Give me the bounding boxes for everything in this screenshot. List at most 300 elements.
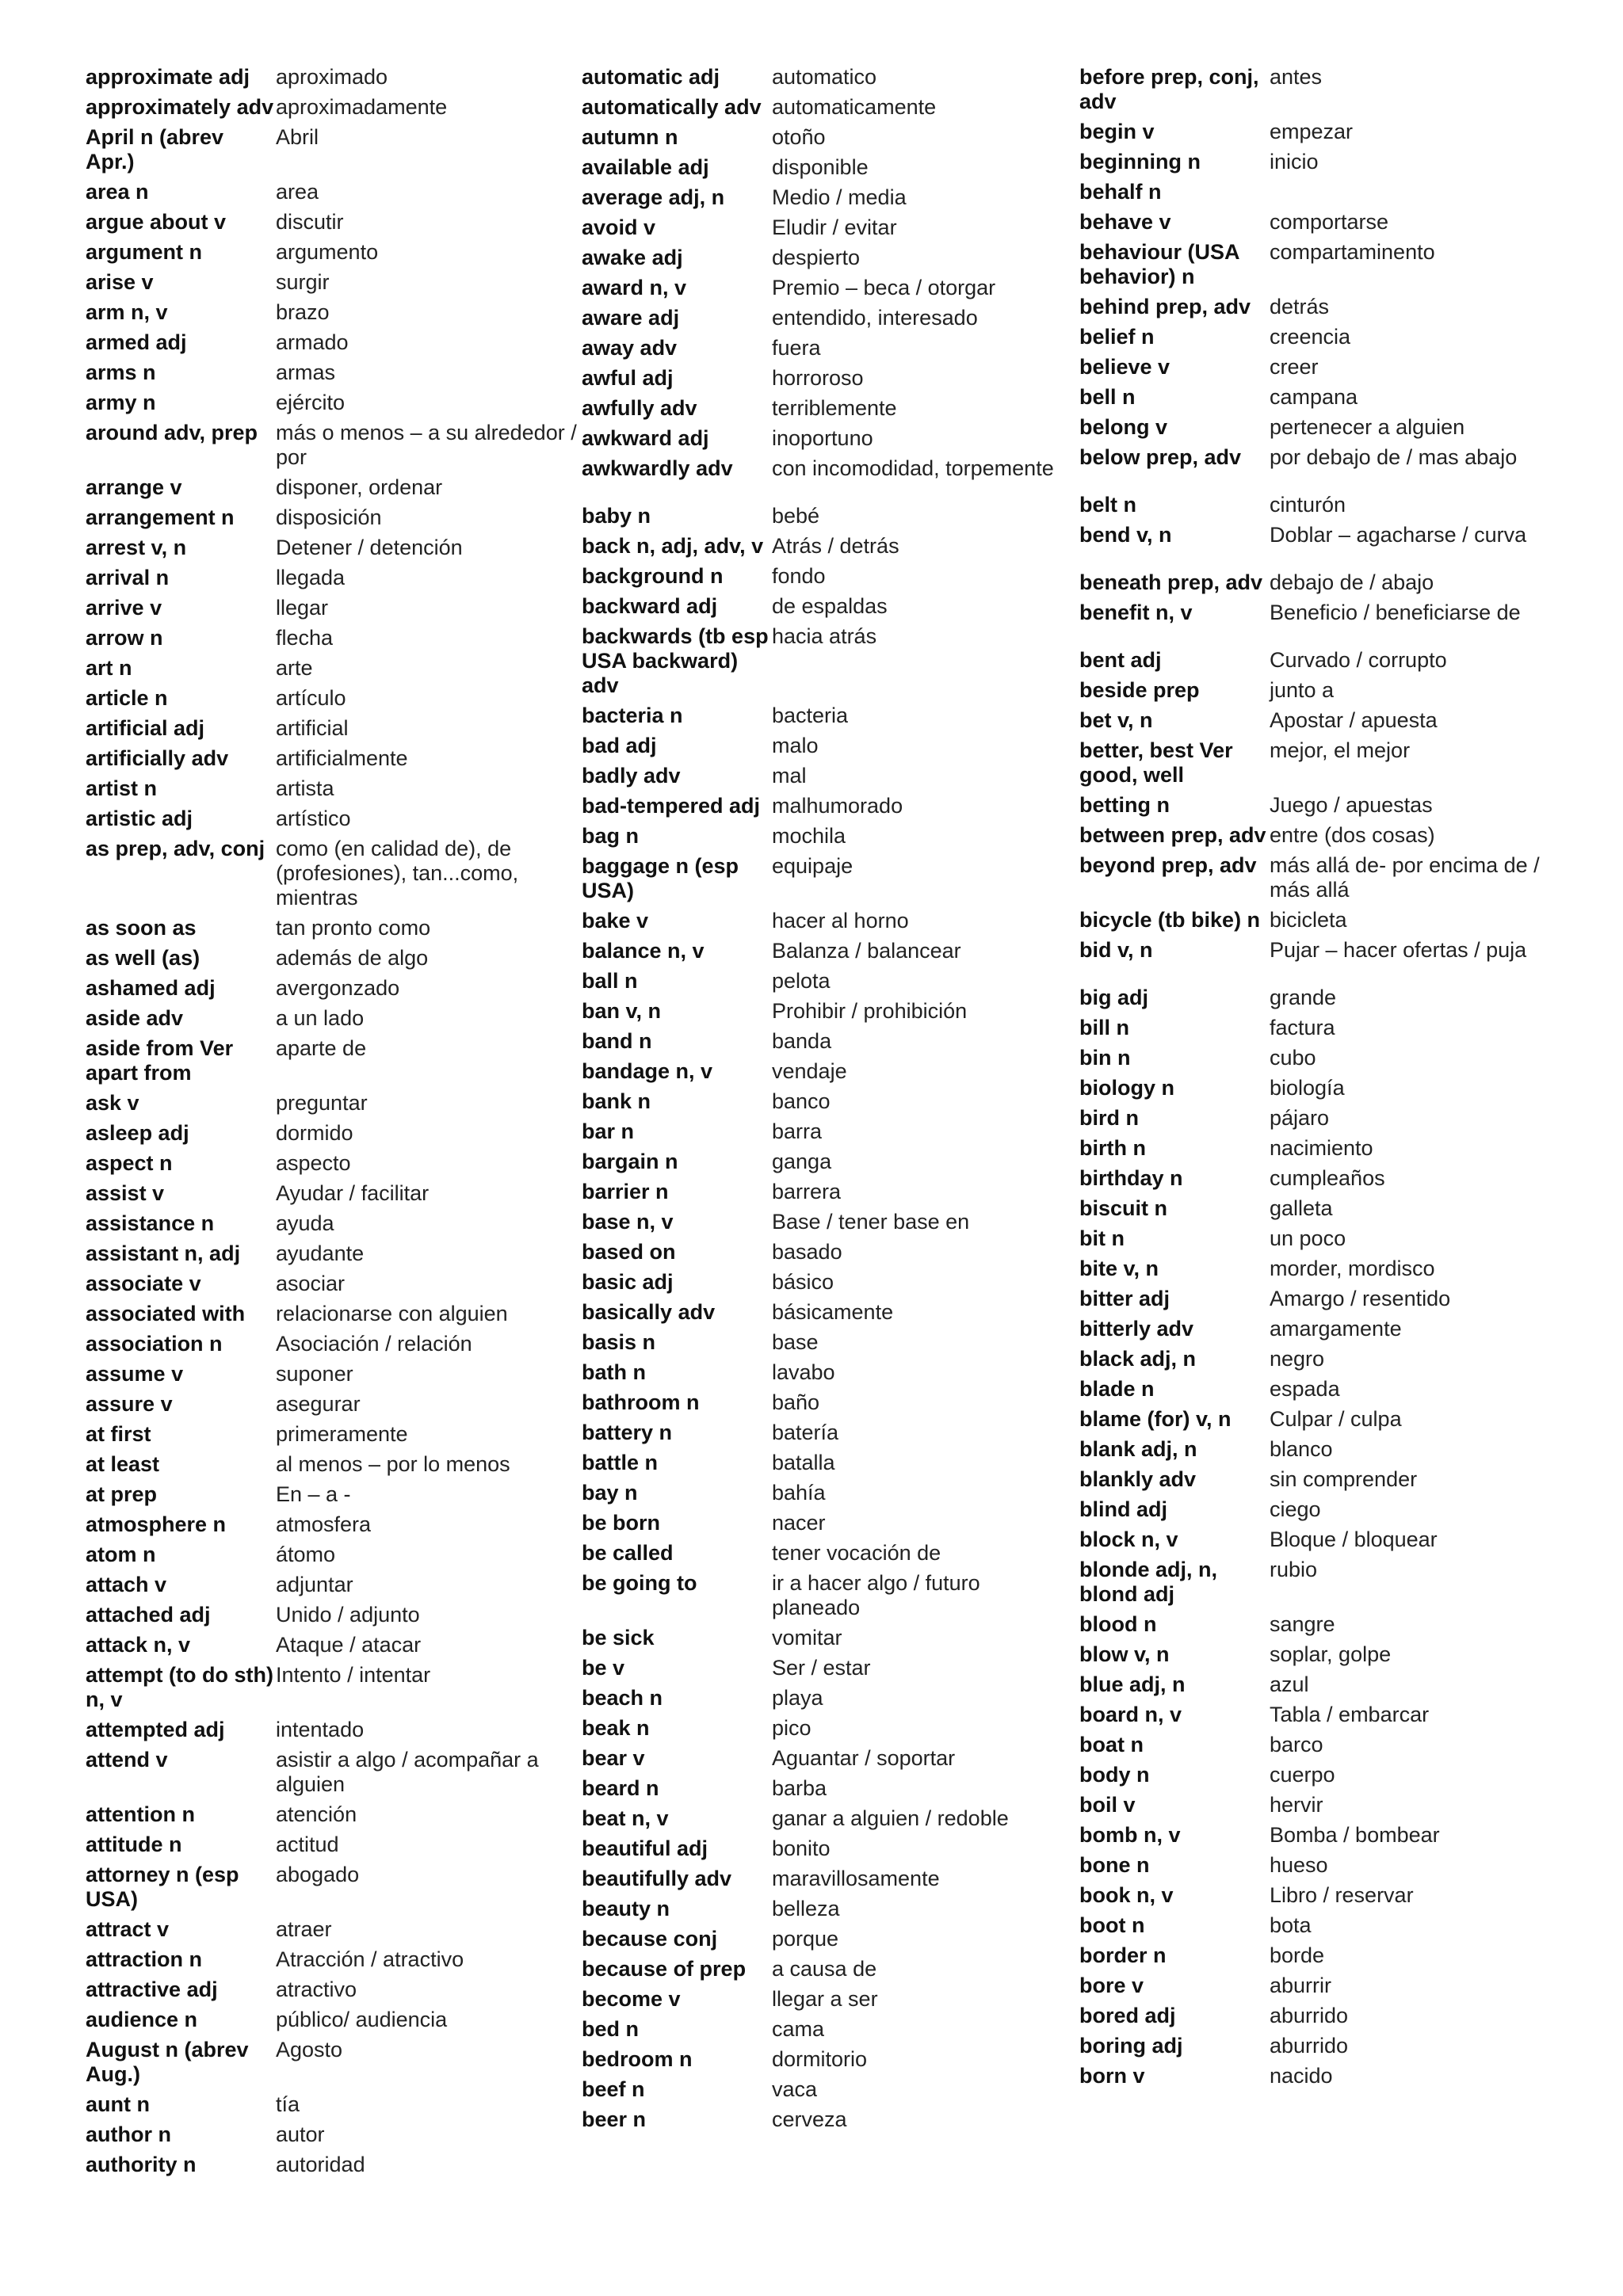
spanish-translation: nacido: [1270, 2064, 1333, 2088]
spanish-translation: amargamente: [1270, 1317, 1402, 1341]
spanish-translation: Ayudar / facilitar: [276, 1181, 430, 1205]
spanish-translation: disposición: [276, 505, 382, 529]
spanish-translation: hacer al horno: [772, 909, 909, 933]
spanish-translation: barrera: [772, 1180, 842, 1203]
vocab-entry: [86, 270, 577, 295]
spanish-translation: armas: [276, 360, 336, 384]
english-term: belong v: [1079, 415, 1168, 439]
spanish-translation: llegada: [276, 566, 346, 589]
english-term: attend v: [86, 1748, 168, 1772]
vocab-entry: [582, 366, 1065, 391]
spanish-translation: equipaje: [772, 854, 854, 878]
vocab-entry: [1079, 523, 1563, 547]
english-term: attorney n (esp USA): [86, 1863, 239, 1911]
spanish-translation: mejor, el mejor: [1270, 738, 1411, 762]
entry-spacer: [1079, 553, 1563, 570]
vocab-entry: [86, 1802, 577, 1827]
english-term: basic adj: [582, 1270, 674, 1294]
english-term: ban v, n: [582, 999, 662, 1023]
spanish-translation: biología: [1270, 1076, 1345, 1100]
vocab-entry: [1079, 1612, 1563, 1637]
spanish-translation: junto a: [1270, 678, 1335, 702]
vocab-entry: [86, 536, 577, 560]
vocab-entry: [1079, 1733, 1563, 1757]
english-term: artificially adv: [86, 746, 229, 770]
vocab-entry: [1079, 1823, 1563, 1848]
english-term: behave v: [1079, 210, 1171, 234]
spanish-translation: asociar: [276, 1272, 346, 1295]
vocab-entry: [86, 916, 577, 940]
vocab-entry: [1079, 1287, 1563, 1311]
vocab-entry: [86, 1181, 577, 1206]
vocab-entry: [1079, 65, 1563, 114]
english-term: arm n, v: [86, 300, 168, 324]
vocab-entry: [1079, 325, 1563, 349]
spanish-translation: baño: [772, 1390, 820, 1414]
vocab-entry: [582, 336, 1065, 360]
english-term: be sick: [582, 1626, 655, 1650]
entry-spacer: [1079, 475, 1563, 493]
spanish-translation: malhumorado: [772, 794, 903, 818]
english-term: boring adj: [1079, 2034, 1183, 2058]
spanish-translation: Bloque / bloquear: [1270, 1527, 1438, 1551]
english-term: attached adj: [86, 1603, 211, 1627]
spanish-translation: Apostar / apuesta: [1270, 708, 1438, 732]
vocab-entry: [1079, 601, 1563, 625]
vocab-entry: [86, 566, 577, 590]
english-term: background n: [582, 564, 724, 588]
english-term: basically adv: [582, 1300, 716, 1324]
vocab-entry: [1079, 738, 1563, 788]
vocab-entry: [1079, 1016, 1563, 1040]
spanish-translation: horroroso: [772, 366, 864, 390]
english-term: attract v: [86, 1917, 170, 1941]
spanish-translation: al menos – por lo menos: [276, 1452, 510, 1476]
spanish-translation: intentado: [276, 1718, 365, 1741]
vocab-entry: [582, 1451, 1065, 1475]
vocab-entry: [86, 1573, 577, 1597]
vocab-entry: [86, 1947, 577, 1972]
spanish-translation: actitud: [276, 1833, 339, 1856]
spanish-translation: automatico: [772, 65, 877, 89]
english-term: boil v: [1079, 1793, 1136, 1817]
spanish-translation: artificial: [276, 716, 349, 740]
spanish-translation: cinturón: [1270, 493, 1346, 517]
english-term: available adj: [582, 155, 709, 179]
english-term: beat n, v: [582, 1806, 669, 1830]
vocab-entry: [1079, 150, 1563, 174]
spanish-translation: aproximadamente: [276, 95, 448, 119]
vocab-entry: [86, 421, 577, 470]
english-term: biscuit n: [1079, 1196, 1168, 1220]
spanish-translation: banda: [772, 1029, 832, 1053]
english-term: bad-tempered adj: [582, 794, 761, 818]
vocab-entry: [1079, 1076, 1563, 1100]
english-term: arise v: [86, 270, 154, 294]
english-term: attempt (to do sth) n, v: [86, 1663, 273, 1711]
vocab-entry: [582, 1746, 1065, 1771]
spanish-translation: Atrás / detrás: [772, 534, 899, 558]
vocab-entry: [1079, 1672, 1563, 1697]
spanish-translation: Amargo / resentido: [1270, 1287, 1451, 1310]
vocab-entry: [86, 807, 577, 831]
vocab-entry: [86, 2038, 577, 2087]
vocab-entry: [582, 1270, 1065, 1295]
spanish-translation: aspecto: [276, 1151, 351, 1175]
spanish-translation: barra: [772, 1119, 823, 1143]
spanish-translation: Asociación / relación: [276, 1332, 472, 1356]
vocab-entry: [582, 1150, 1065, 1174]
vocab-column-3: [1079, 65, 1563, 2094]
vocab-entry: [1079, 493, 1563, 517]
spanish-translation: malo: [772, 734, 819, 757]
english-term: book n, v: [1079, 1883, 1174, 1907]
vocab-entry: [86, 1362, 577, 1386]
english-term: biology n: [1079, 1076, 1174, 1100]
english-term: as soon as: [86, 916, 197, 940]
english-term: avoid v: [582, 215, 656, 239]
english-term: away adv: [582, 336, 678, 360]
vocab-entry: [1079, 1974, 1563, 1998]
english-term: beak n: [582, 1716, 650, 1740]
vocab-entry: [582, 1927, 1065, 1951]
vocab-entry: [582, 1836, 1065, 1861]
english-term: blade n: [1079, 1377, 1155, 1401]
english-term: bank n: [582, 1089, 651, 1113]
english-term: beneath prep, adv: [1079, 570, 1263, 594]
spanish-translation: discutir: [276, 210, 344, 234]
spanish-translation: sangre: [1270, 1612, 1335, 1636]
english-term: black adj, n: [1079, 1347, 1197, 1371]
english-term: bargain n: [582, 1150, 678, 1173]
spanish-translation: automaticamente: [772, 95, 937, 119]
vocab-entry: [582, 1119, 1065, 1144]
vocab-entry: [86, 1036, 577, 1085]
english-term: bent adj: [1079, 648, 1162, 672]
spanish-translation: ganar a alguien / redoble: [772, 1806, 1009, 1830]
vocab-entry: [582, 1686, 1065, 1711]
english-term: bill n: [1079, 1016, 1129, 1039]
english-term: as well (as): [86, 946, 200, 970]
spanish-translation: básicamente: [772, 1300, 894, 1324]
vocab-entry: [582, 734, 1065, 758]
english-term: beyond prep, adv: [1079, 853, 1257, 877]
spanish-translation: En – a -: [276, 1482, 351, 1506]
english-term: between prep, adv: [1079, 823, 1266, 847]
spanish-translation: antes: [1270, 65, 1323, 89]
vocab-entry: [582, 939, 1065, 963]
vocab-entry: [582, 999, 1065, 1024]
spanish-translation: cama: [772, 2017, 825, 2041]
vocab-entry: [582, 246, 1065, 270]
english-term: bitter adj: [1079, 1287, 1170, 1310]
spanish-translation: Atracción / atractivo: [276, 1947, 464, 1971]
spanish-translation: cubo: [1270, 1046, 1316, 1070]
english-term: bite v, n: [1079, 1257, 1159, 1280]
vocab-entry: [582, 1180, 1065, 1204]
spanish-translation: básico: [772, 1270, 834, 1294]
vocab-entry: [582, 125, 1065, 150]
spanish-translation: Curvado / corrupto: [1270, 648, 1447, 672]
vocab-entry: [86, 1452, 577, 1477]
english-term: because of prep: [582, 1957, 747, 1981]
english-term: block n, v: [1079, 1527, 1178, 1551]
spanish-translation: ganga: [772, 1150, 832, 1173]
english-term: bird n: [1079, 1106, 1139, 1130]
spanish-translation: ejército: [276, 391, 346, 414]
vocab-entry: [86, 1603, 577, 1627]
english-term: basis n: [582, 1330, 656, 1354]
vocab-entry: [582, 969, 1065, 994]
vocab-entry: [582, 426, 1065, 451]
spanish-translation: a un lado: [276, 1006, 365, 1030]
vocab-entry: [1079, 1558, 1563, 1607]
vocab-entry: [582, 1541, 1065, 1566]
vocab-entry: [582, 95, 1065, 120]
spanish-translation: cuerpo: [1270, 1763, 1335, 1787]
vocab-entry: [86, 1392, 577, 1417]
spanish-translation: basado: [772, 1240, 842, 1264]
spanish-translation: Ataque / atacar: [276, 1633, 422, 1657]
vocab-entry: [1079, 678, 1563, 703]
english-term: aunt n: [86, 2092, 150, 2116]
spanish-translation: dormitorio: [772, 2047, 868, 2071]
english-term: begin v: [1079, 120, 1155, 143]
vocab-entry: [582, 1867, 1065, 1891]
english-term: bend v, n: [1079, 523, 1172, 547]
english-term: attach v: [86, 1573, 167, 1596]
spanish-translation: Juego / apuestas: [1270, 793, 1433, 817]
vocab-entry: [582, 1059, 1065, 1084]
spanish-translation: de espaldas: [772, 594, 888, 618]
english-term: argue about v: [86, 210, 227, 234]
spanish-translation: un poco: [1270, 1226, 1346, 1250]
spanish-translation: autor: [276, 2122, 325, 2146]
english-term: blind adj: [1079, 1497, 1167, 1521]
vocab-entry: [1079, 1106, 1563, 1131]
vocab-entry: [1079, 445, 1563, 470]
spanish-translation: area: [276, 180, 319, 204]
vocab-entry: [582, 215, 1065, 240]
vocab-entry: [1079, 210, 1563, 235]
vocab-entry: [582, 1481, 1065, 1505]
vocab-entry: [582, 2107, 1065, 2132]
english-term: bar n: [582, 1119, 635, 1143]
spanish-translation: abogado: [276, 1863, 360, 1886]
spanish-translation: bicicleta: [1270, 908, 1347, 932]
vocab-entry: [1079, 415, 1563, 440]
spanish-translation: tía: [276, 2092, 300, 2116]
vocab-entry: [1079, 385, 1563, 410]
english-term: bore v: [1079, 1974, 1144, 1997]
spanish-translation: atraer: [276, 1917, 332, 1941]
spanish-translation: pájaro: [1270, 1106, 1330, 1130]
english-term: bet v, n: [1079, 708, 1153, 732]
spanish-translation: creer: [1270, 355, 1319, 379]
vocab-entry: [582, 1300, 1065, 1325]
spanish-translation: como (en calidad de), de (profesiones), tan...como, mientras: [276, 837, 519, 910]
english-term: April n (abrev Apr.): [86, 125, 224, 174]
vocab-entry: [1079, 180, 1563, 204]
english-term: assume v: [86, 1362, 184, 1386]
spanish-translation: Balanza / balancear: [772, 939, 961, 963]
spanish-translation: Premio – beca / otorgar: [772, 276, 996, 299]
spanish-translation: atención: [276, 1802, 357, 1826]
spanish-translation: arte: [276, 656, 313, 680]
spanish-translation: despierto: [772, 246, 861, 269]
english-term: awkward adj: [582, 426, 709, 450]
vocab-entry: [86, 776, 577, 801]
english-term: artist n: [86, 776, 158, 800]
english-term: arrow n: [86, 626, 163, 650]
english-term: asleep adj: [86, 1121, 189, 1145]
vocab-entry: [86, 716, 577, 741]
spanish-translation: bonito: [772, 1836, 831, 1860]
vocab-entry: [1079, 986, 1563, 1010]
english-term: blankly adv: [1079, 1467, 1197, 1491]
english-term: bedroom n: [582, 2047, 693, 2071]
vocab-entry: [86, 1718, 577, 1742]
english-term: bag n: [582, 824, 639, 848]
vocab-entry: [582, 2017, 1065, 2042]
english-term: band n: [582, 1029, 652, 1053]
vocab-entry: [582, 1421, 1065, 1445]
spanish-translation: público/ audiencia: [276, 2008, 448, 2031]
vocab-entry: [86, 1482, 577, 1507]
english-term: bake v: [582, 909, 649, 933]
vocab-entry: [1079, 1136, 1563, 1161]
english-term: baby n: [582, 504, 651, 528]
spanish-translation: negro: [1270, 1347, 1325, 1371]
english-term: be born: [582, 1511, 660, 1535]
english-term: board n, v: [1079, 1703, 1182, 1726]
english-term: backward adj: [582, 594, 718, 618]
spanish-translation: lavabo: [772, 1360, 835, 1384]
english-term: better, best Ver good, well: [1079, 738, 1233, 787]
english-term: as prep, adv, conj: [86, 837, 265, 860]
english-term: badly adv: [582, 764, 681, 788]
english-term: bed n: [582, 2017, 639, 2041]
english-term: below prep, adv: [1079, 445, 1242, 469]
spanish-translation: grande: [1270, 986, 1337, 1009]
vocab-entry: [1079, 1347, 1563, 1371]
vocab-entry: [86, 125, 577, 174]
vocab-entry: [86, 596, 577, 620]
english-term: awake adj: [582, 246, 683, 269]
english-term: beer n: [582, 2107, 647, 2131]
vocab-entry: [1079, 648, 1563, 673]
vocab-entry: [86, 2008, 577, 2032]
spanish-translation: artístico: [276, 807, 351, 830]
vocab-entry: [1079, 1226, 1563, 1251]
english-term: bitterly adv: [1079, 1317, 1194, 1341]
vocab-entry: [1079, 938, 1563, 963]
spanish-translation: belleza: [772, 1897, 840, 1920]
english-term: award n, v: [582, 276, 687, 299]
vocab-entry: [86, 1332, 577, 1356]
vocab-entry: [1079, 1527, 1563, 1552]
vocab-entry: [86, 1211, 577, 1236]
spanish-translation: playa: [772, 1686, 823, 1710]
vocab-entry: [1079, 1407, 1563, 1432]
english-term: attention n: [86, 1802, 195, 1826]
vocab-entry: [582, 1716, 1065, 1741]
spanish-translation: fondo: [772, 564, 826, 588]
english-term: behind prep, adv: [1079, 295, 1251, 318]
vocab-entry: [86, 180, 577, 204]
vocab-entry: [86, 1091, 577, 1116]
english-term: at first: [86, 1422, 151, 1446]
english-term: attractive adj: [86, 1978, 218, 2001]
english-term: ask v: [86, 1091, 139, 1115]
english-term: based on: [582, 1240, 676, 1264]
english-term: beauty n: [582, 1897, 670, 1920]
spanish-translation: soplar, golpe: [1270, 1642, 1392, 1666]
english-term: beginning n: [1079, 150, 1201, 174]
vocab-entry: [582, 1806, 1065, 1831]
vocab-entry: [582, 2047, 1065, 2072]
spanish-translation: comportarse: [1270, 210, 1389, 234]
vocab-entry: [582, 1029, 1065, 1054]
english-term: boat n: [1079, 1733, 1144, 1756]
english-term: betting n: [1079, 793, 1170, 817]
english-term: association n: [86, 1332, 223, 1356]
english-term: blank adj, n: [1079, 1437, 1197, 1461]
vocab-entry: [1079, 1257, 1563, 1281]
spanish-translation: aburrido: [1270, 2004, 1349, 2027]
vocab-entry: [582, 185, 1065, 210]
english-term: arrive v: [86, 596, 162, 620]
spanish-translation: campana: [1270, 385, 1358, 409]
english-term: bicycle (tb bike) n: [1079, 908, 1261, 932]
vocab-entry: [86, 1121, 577, 1146]
spanish-translation: fuera: [772, 336, 821, 360]
english-term: before prep, conj, adv: [1079, 65, 1259, 113]
spanish-translation: dormido: [276, 1121, 353, 1145]
vocab-entry: [86, 505, 577, 530]
spanish-translation: asistir a algo / acompañar a alguien: [276, 1748, 539, 1796]
vocab-entry: [86, 656, 577, 681]
vocab-entry: [582, 1897, 1065, 1921]
spanish-translation: además de algo: [276, 946, 429, 970]
spanish-translation: Eludir / evitar: [772, 215, 897, 239]
english-term: bandage n, v: [582, 1059, 713, 1083]
english-term: bit n: [1079, 1226, 1125, 1250]
spanish-translation: banco: [772, 1089, 831, 1113]
english-term: beard n: [582, 1776, 659, 1800]
vocab-entry: [86, 1663, 577, 1712]
spanish-translation: aproximado: [276, 65, 388, 89]
vocab-entry: [86, 1006, 577, 1031]
vocab-entry: [582, 764, 1065, 788]
english-term: at least: [86, 1452, 160, 1476]
spanish-translation: adjuntar: [276, 1573, 353, 1596]
vocab-entry: [582, 504, 1065, 528]
spanish-translation: Intento / intentar: [276, 1663, 431, 1687]
spanish-translation: aburrido: [1270, 2034, 1349, 2058]
spanish-translation: artificialmente: [276, 746, 408, 770]
vocab-entry: [582, 456, 1065, 481]
english-term: beautiful adj: [582, 1836, 708, 1860]
spanish-translation: tan pronto como: [276, 916, 431, 940]
spanish-translation: autoridad: [276, 2153, 365, 2176]
spanish-translation: maravillosamente: [772, 1867, 940, 1890]
vocab-entry: [1079, 1913, 1563, 1938]
spanish-translation: llegar: [276, 596, 329, 620]
english-term: assure v: [86, 1392, 173, 1416]
spanish-translation: entre (dos cosas): [1270, 823, 1435, 847]
spanish-translation: Culpar / culpa: [1270, 1407, 1402, 1431]
